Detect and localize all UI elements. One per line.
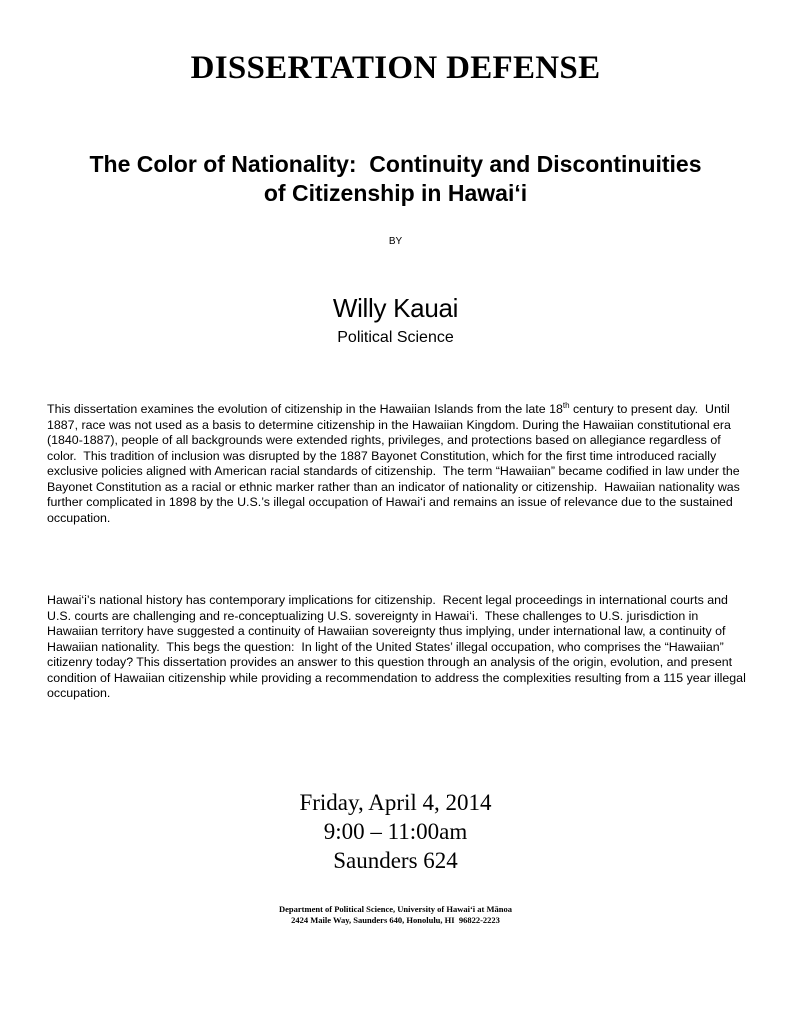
ordinal-suffix: th [562, 400, 570, 410]
by-label: BY [388, 236, 403, 247]
footer-address: 2424 Maile Way, Saunders 640, Honolulu, HI 96822-2223 [291, 915, 500, 925]
defense-time: 9:00 – 11:00am [323, 819, 468, 844]
author-name: Willy Kauai [332, 293, 459, 323]
document-title: DISSERTATION DEFENSE [190, 50, 601, 86]
author-department: Political Science [337, 329, 454, 346]
defense-date: Friday, April 4, 2014 [299, 790, 492, 815]
dissertation-title [0, 150, 791, 208]
abstract-paragraph-2: Hawai‘i’s national history has contemporary implications for citizenship. Recent legal proceedings in international courts and U.S. courts are challenging and re-conceptualizing U.S. sovereignty in Hawai‘i. These challenges to U.S. jurisdiction in Hawaiian territory have suggested a continuity of Hawaiian sovereignty thus implying, under international law, a continuity of Hawaiian nationality. This begs the question: In light of the United States’ illegal occupation, who comprises the “Hawaiian” citizenry today? This dissertation provides an answer to this question through an analysis of the origin, evolution, and present condition of Hawaiian citizenship while providing a recommendation to address the complexities resulting from a 115 year illegal occupation. [47, 593, 750, 700]
defense-location: Saunders 624 [333, 848, 458, 873]
abstract-paragraph-1 [47, 402, 747, 526]
abstract-paragraph-1-rest: century to present day. Until 1887, race was not used as a basis to determine citizenship in the Hawaiian Kingdom. During the Hawaiian constitutional era (1840-1887), people of all backgrounds were extended rights, privileges, and protections based on allegiance regardless of color. This tradition of inclusion was disrupted by the 1887 Bayonet Constitution, which for the first time introduced racially exclusive policies aligned with American racial standards of citizenship. The term “Hawaiian” became codified in law under the Bayonet Constitution as a racial or ethnic marker rather than an indicator of nationality or citizenship. Hawaiian nationality was further complicated in 1898 by the U.S.’s illegal occupation of Hawai‘i and remains an issue of relevance due to the sustained occupation. [47, 402, 744, 525]
abstract-paragraph-1-start: This dissertation examines the evolution of citizenship in the Hawaiian Islands from the late 18 [47, 402, 563, 416]
footer-department: Department of Political Science, University of Hawai‘i at Mānoa [279, 904, 512, 914]
dissertation-title-line2: of Citizenship in Hawai‘i [263, 180, 528, 206]
dissertation-title-line1: The Color of Nationality: Continuity and Discontinuities [89, 151, 702, 177]
